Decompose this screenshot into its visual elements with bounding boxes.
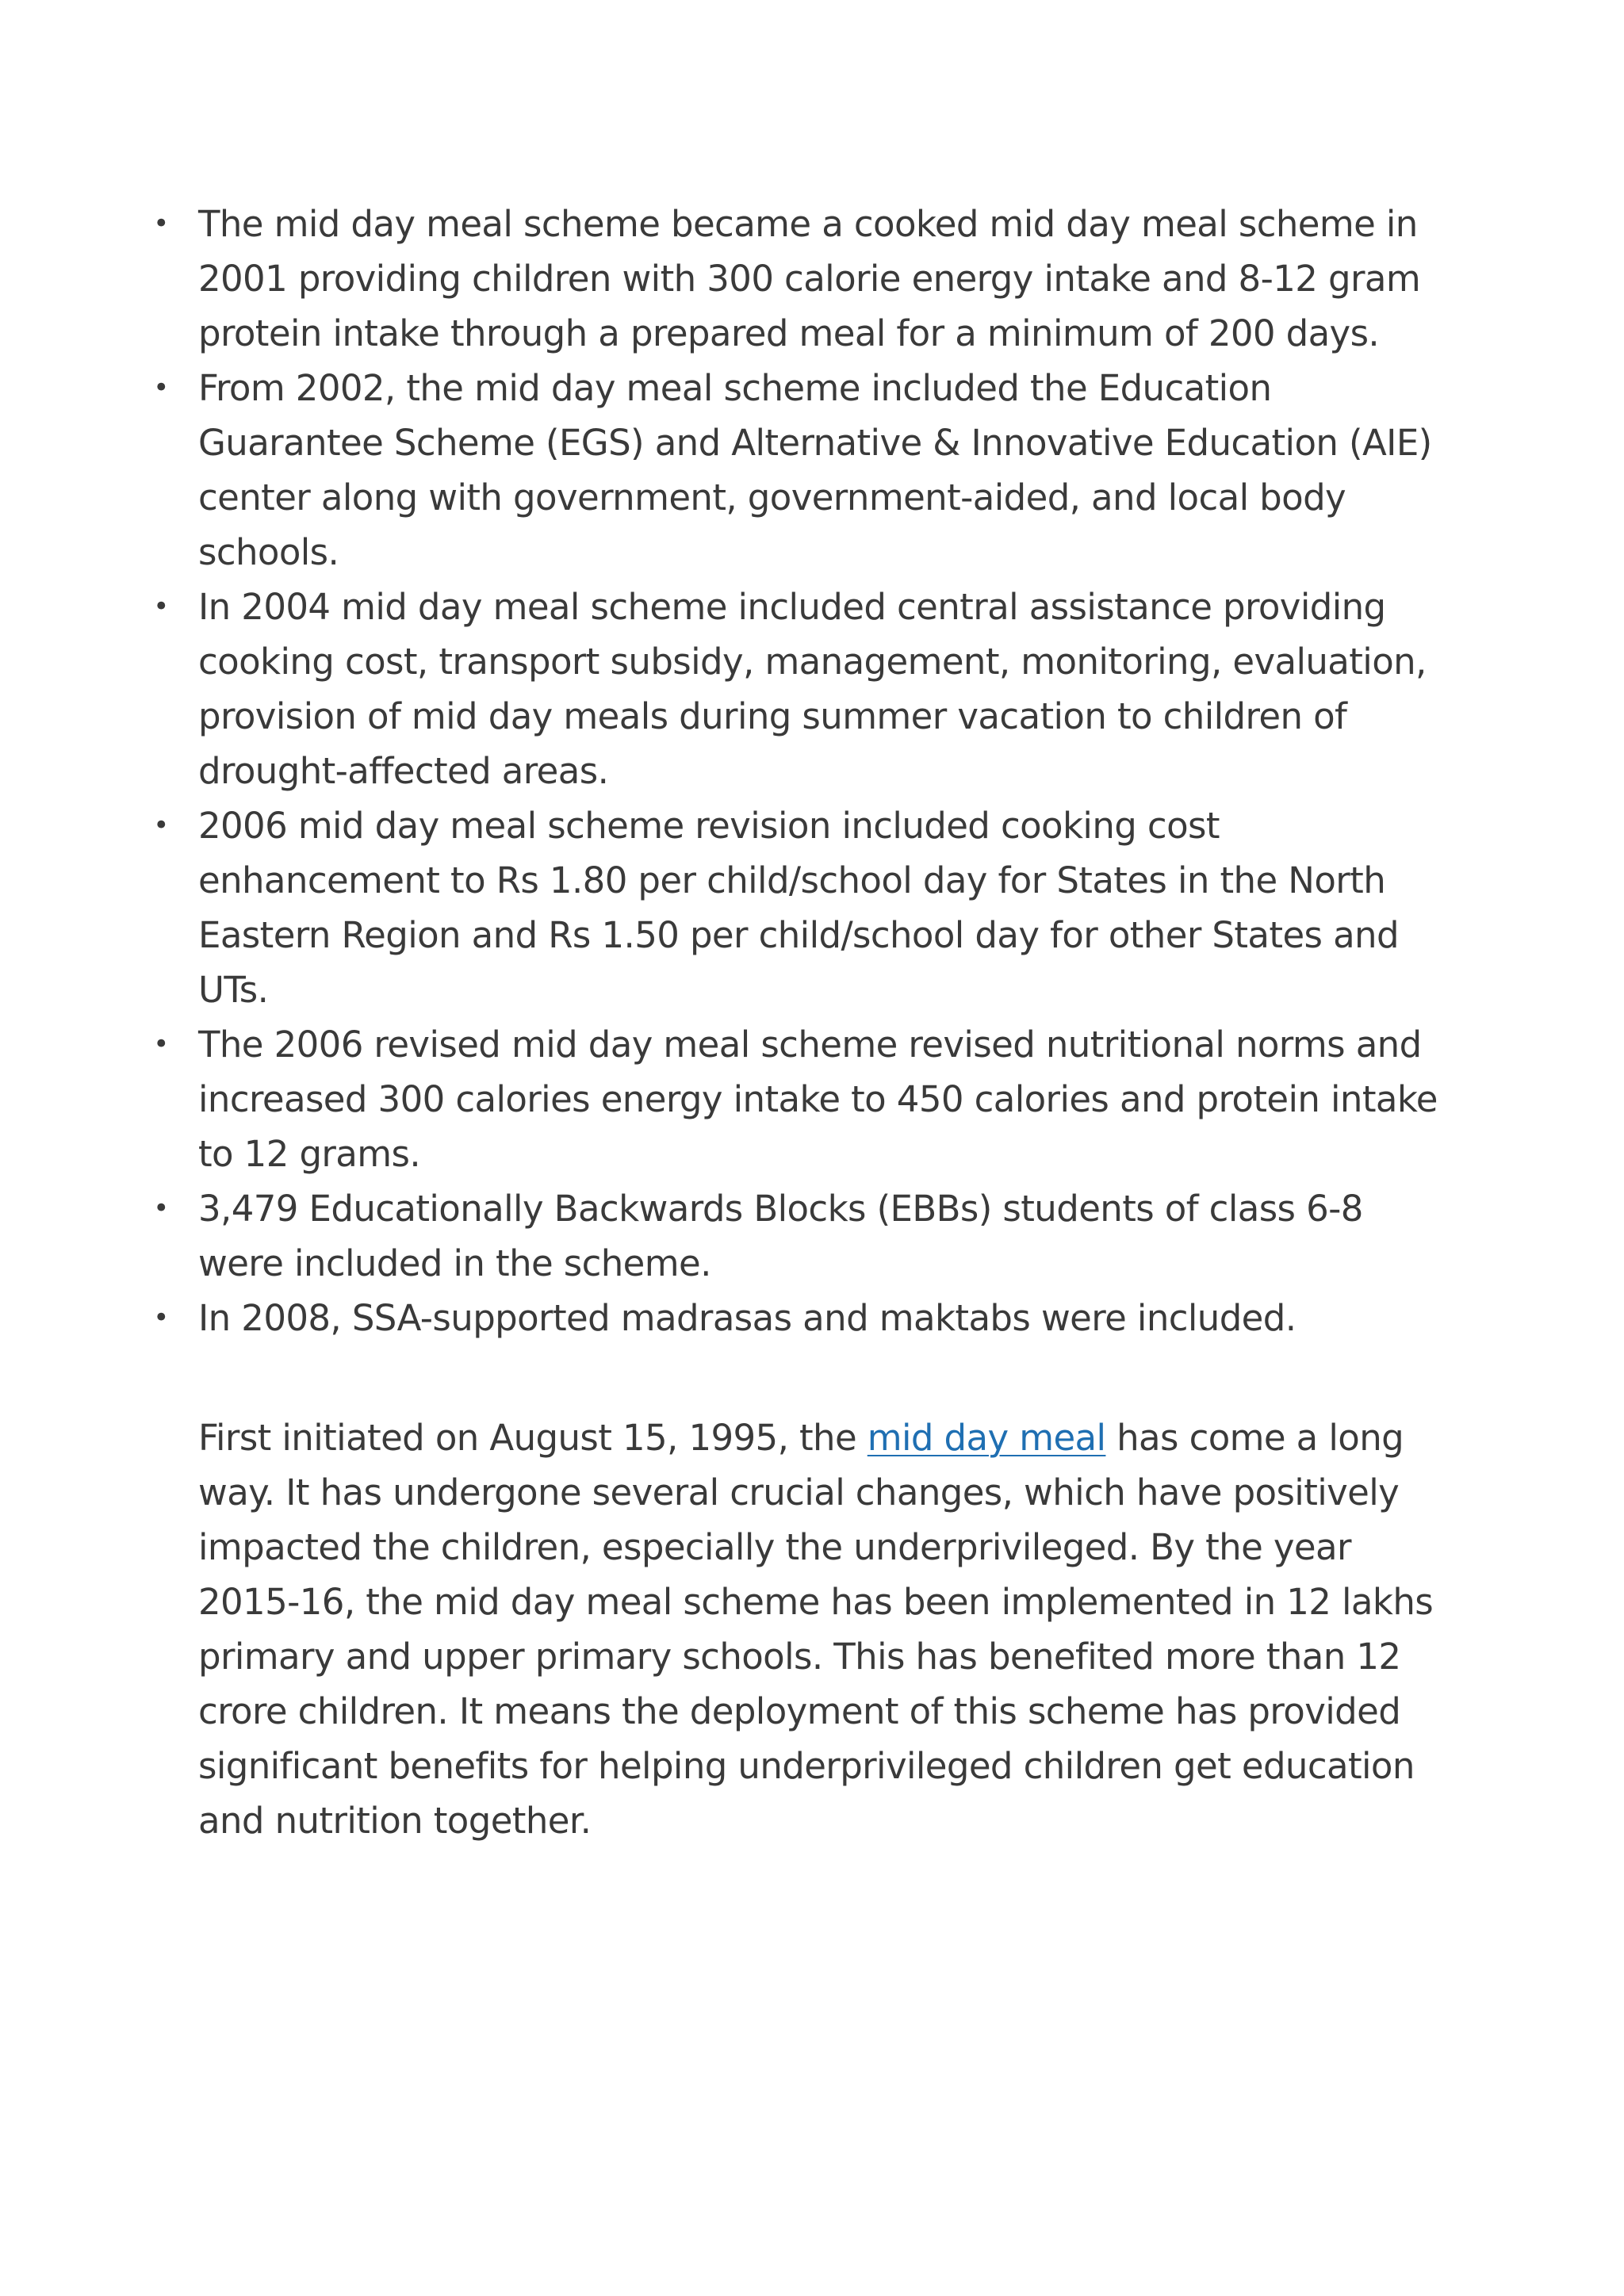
bullet-list xyxy=(153,197,1451,1345)
bullet-icon: • xyxy=(153,1302,169,1334)
bullet-item-2006-cost xyxy=(153,798,1451,1017)
bullet-icon: • xyxy=(153,809,169,841)
paragraph-text-start: First initiated on August 15, 1995, the xyxy=(198,1417,868,1459)
bullet-item-ebb xyxy=(153,1181,1451,1291)
bullet-text: The mid day meal scheme became a cooked mid day meal scheme in 2001 providing children with 300 calorie energy intake and 8-12 gram protein intake through a prepared meal for a minimum of 200 days. xyxy=(198,203,1421,354)
bullet-text: From 2002, the mid day meal scheme included the Education Guarantee Scheme (EGS) and Alternative & Innovative Education (AIE) center along with government, government-aided, and local body schools. xyxy=(198,367,1432,573)
bullet-text: The 2006 revised mid day meal scheme revised nutritional norms and increased 300 calories energy intake to 450 calories and protein intake to 12 grams. xyxy=(198,1024,1438,1175)
bullet-icon: • xyxy=(153,1192,169,1224)
bullet-text: In 2008, SSA-supported madrasas and maktabs were included. xyxy=(198,1297,1297,1339)
bullet-item-2008 xyxy=(153,1291,1451,1345)
bullet-text: 2006 mid day meal scheme revision included cooking cost enhancement to Rs 1.80 per child/school day for States in the North Eastern Region and Rs 1.50 per child/school day for other States and UTs. xyxy=(198,805,1399,1011)
bullet-icon: • xyxy=(153,1028,169,1060)
document-body xyxy=(153,197,1451,1848)
bullet-icon: • xyxy=(153,372,169,404)
mid-day-meal-link[interactable]: mid day meal xyxy=(867,1417,1106,1459)
bullet-item-2004 xyxy=(153,580,1451,798)
bullet-text: 3,479 Educationally Backwards Blocks (EBBs) students of class 6-8 were included in the scheme. xyxy=(198,1188,1363,1284)
bullet-item-2002 xyxy=(153,361,1451,580)
paragraph-text-end: has come a long way. It has undergone several crucial changes, which have positively impacted the children, especially the underprivileged. By the year 2015-16, the mid day meal scheme has been implemented in 12 lakhs primary and upper primary schools. This has benefited more than 12 crore children. It means the deployment of this scheme has provided significant benefits for helping underprivileged children get education and nutrition together. xyxy=(198,1417,1434,1842)
summary-paragraph xyxy=(198,1410,1451,1848)
bullet-text: In 2004 mid day meal scheme included central assistance providing cooking cost, transport subsidy, management, monitoring, evaluation, provision of mid day meals during summer vacation to children of drought-affected areas. xyxy=(198,586,1427,792)
bullet-item-2006-nutrition xyxy=(153,1017,1451,1181)
bullet-icon: • xyxy=(153,591,169,622)
bullet-icon: • xyxy=(153,208,169,239)
bullet-item-2001 xyxy=(153,197,1451,361)
